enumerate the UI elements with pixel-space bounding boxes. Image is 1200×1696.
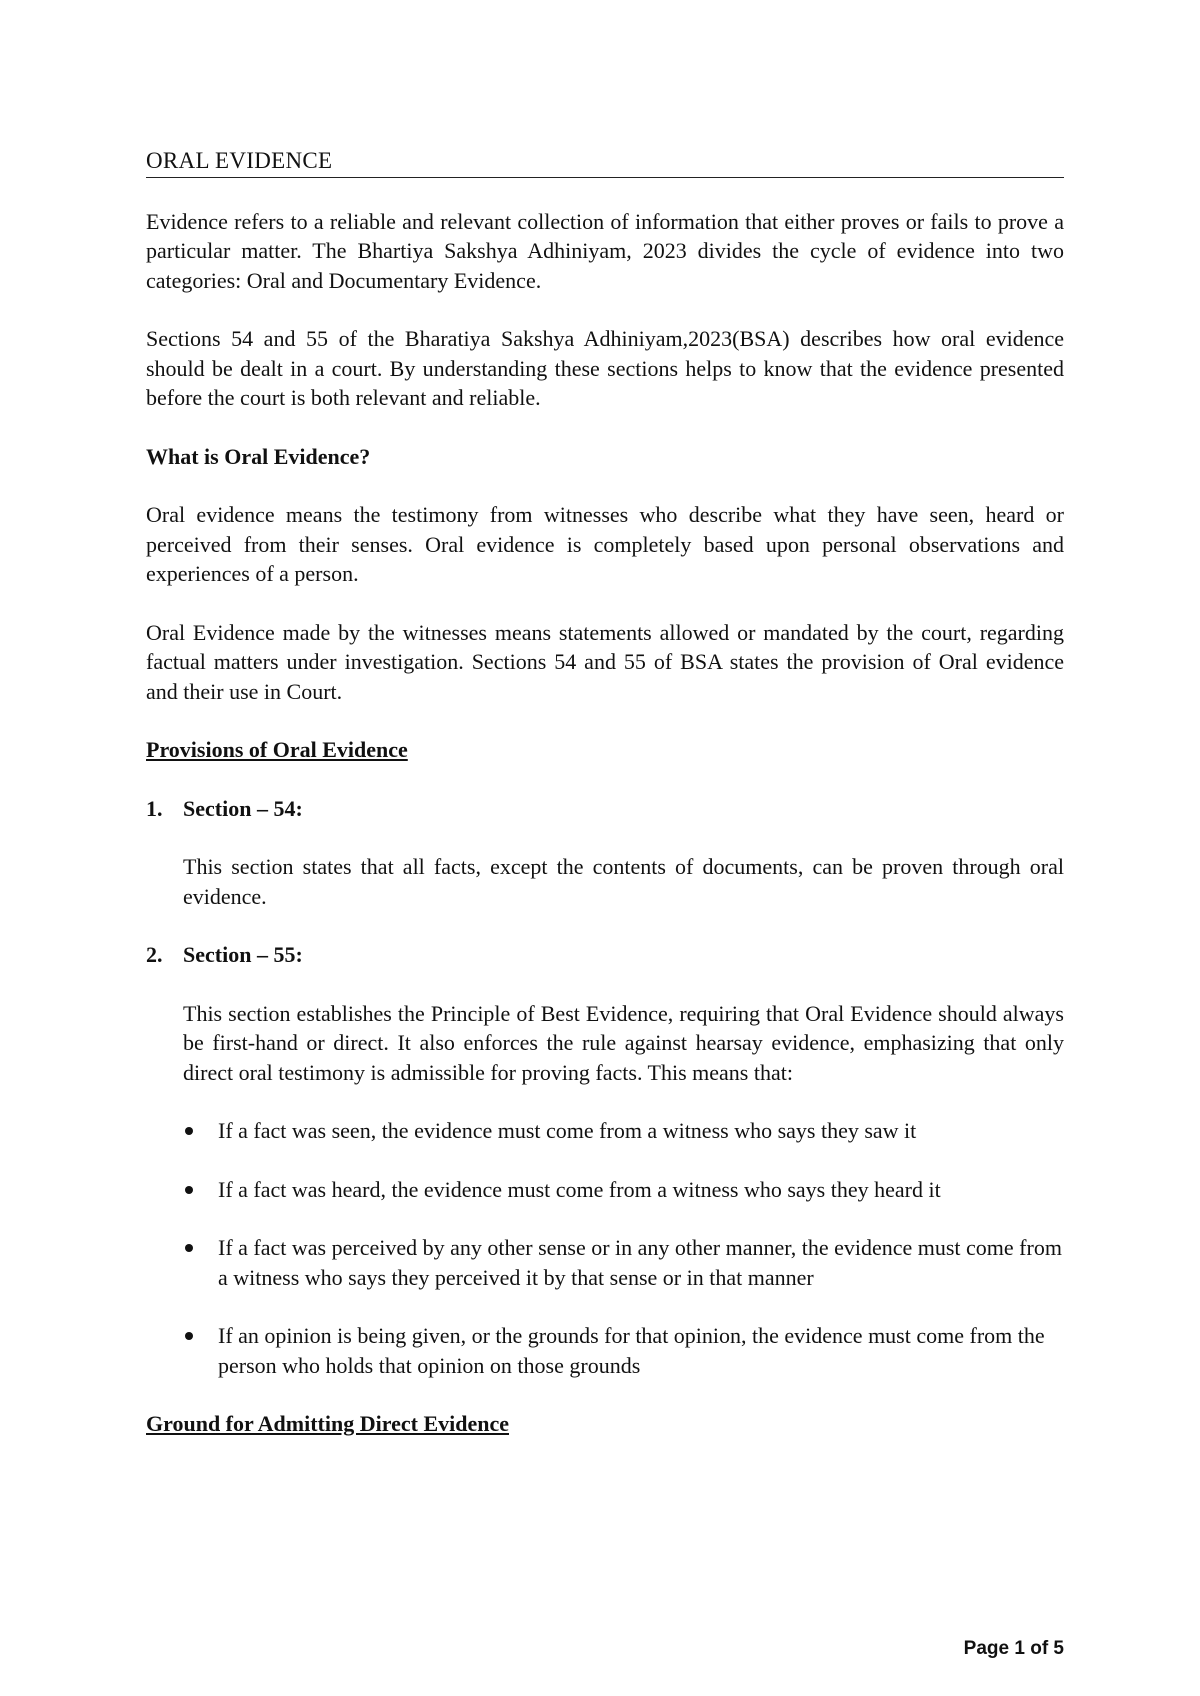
section-55-heading	[146, 940, 1064, 970]
section-54-number: 1.	[146, 795, 163, 821]
document-title: ORAL EVIDENCE	[146, 146, 1064, 178]
page-number: Page 1 of 5	[963, 1638, 1064, 1659]
list-item: If a fact was perceived by any other sense or in any other manner, the evidence must come from a witness who says they perceived it by that sense or in that manner	[183, 1233, 1064, 1292]
ground-heading: Ground for Admitting Direct Evidence	[146, 1411, 509, 1436]
section-55-text: This section establishes the Principle of Best Evidence, requiring that Oral Evidence should always be first-hand or direct. It also enforces the rule against hearsay evidence, emphasizing that only direct oral testimony is admissible for proving facts. This means that:	[183, 1000, 1064, 1085]
list-item: If a fact was seen, the evidence must come from a witness who says they saw it	[183, 1116, 1064, 1146]
section-54-heading	[146, 794, 1064, 824]
section-54-text: This section states that all facts, except the contents of documents, can be proven through oral evidence.	[183, 854, 1064, 909]
definition-paragraph-1: Oral evidence means the testimony from witnesses who describe what they have seen, heard or perceived from their senses. Oral evidence is completely based upon personal observations and experiences of a person.	[146, 502, 1064, 586]
intro-paragraph-1: Evidence refers to a reliable and relevant collection of information that either proves or fails to prove a particular matter. The Bhartiya Sakshya Adhiniyam, 2023 divides the cycle of evidence into two categories: Oral and Documentary Evidence.	[146, 208, 1064, 293]
list-item: If an opinion is being given, or the grounds for that opinion, the evidence must come from the person who holds that opinion on those grounds	[183, 1321, 1064, 1380]
section-55-number: 2.	[146, 942, 163, 967]
best-evidence-list	[183, 1116, 1064, 1380]
section-54-title: Section – 54:	[183, 795, 303, 821]
what-is-oral-evidence-heading: What is Oral Evidence?	[146, 443, 371, 469]
document-body	[146, 146, 1064, 1468]
definition-paragraph-2: Oral Evidence made by the witnesses means statements allowed or mandated by the court, regarding factual matters under investigation. Sections 54 and 55 of BSA states the provision of Oral evidence and their use in Court.	[146, 619, 1064, 704]
section-55-title: Section – 55:	[183, 942, 303, 967]
provisions-heading: Provisions of Oral Evidence	[146, 737, 408, 762]
intro-paragraph-2: Sections 54 and 55 of the Bharatiya Sakshya Adhiniyam,2023(BSA) describes how oral evidence should be dealt in a court. By understanding these sections helps to know that the evidence presented before the court is both relevant and reliable.	[146, 326, 1064, 410]
list-item: If a fact was heard, the evidence must come from a witness who says they heard it	[183, 1175, 1064, 1205]
